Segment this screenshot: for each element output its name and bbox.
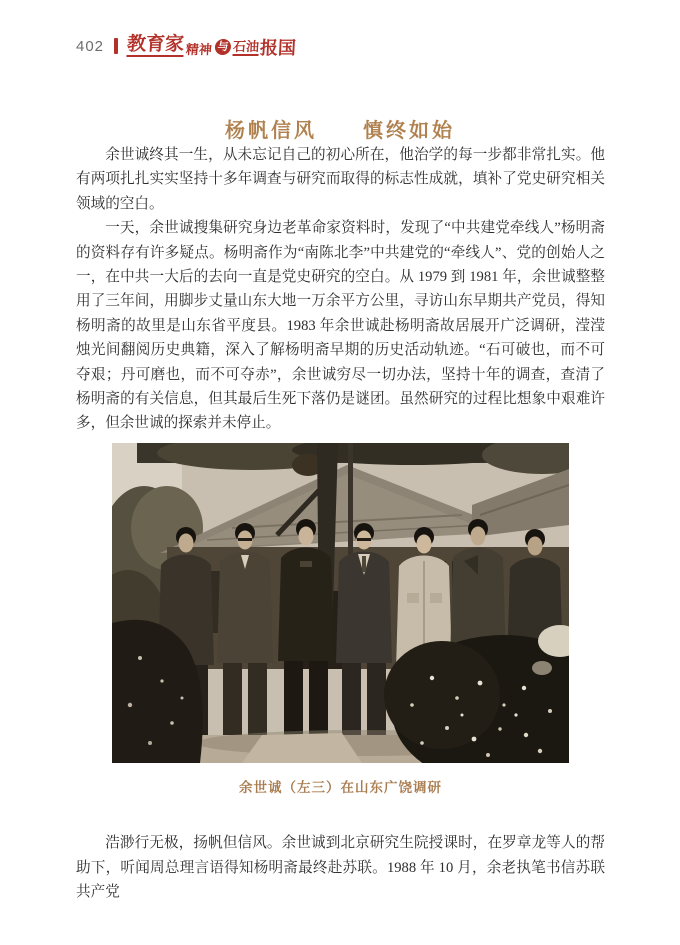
group-photo <box>112 443 569 763</box>
logo-text-petroleum: 石油 <box>232 39 260 54</box>
logo-circle-icon: 与 <box>215 39 232 55</box>
page-number: 402 <box>76 37 105 55</box>
paragraph-2: 一天，余世诚搜集研究身边老革命家资料时，发现了“中共建党牵线人”杨明斋的资料存有许多疑点。杨明斋作为“南陈北李”中共建党的“牵线人”、党的创始人之一，在中共一大后的去向一直是党史研究的空白。从 1979 到 1981 年，余世诚整整用了三年间，用脚步丈量山东大地一万余平方公里，寻访山东早期共产党员，得知杨明斋的故里是山东省平度县。1983 年余世诚赴杨明斋故居展开广泛调研，滢滢烛光间翻阅历史典籍，深入了解杨明斋早期的历史活动轨迹。“石可破也，而不可夺艰；丹可磨也，而不可夺赤”，余世诚穷尽一切办法，坚持十年的调查，查清了杨明斋的有关信息，但其最后生死下落仍是谜团。虽然研究的过程比想象中艰难许多，但余世诚的探索并未停止。 <box>76 220 605 432</box>
chapter-title: 杨帆信风 慎终如始 <box>225 120 455 143</box>
logo-text-educator: 教育家 <box>126 34 185 55</box>
photo-caption: 余世诚（左三）在山东广饶调研 <box>239 779 442 795</box>
paragraph-3: 浩渺行无极，扬帆但信风。余世诚到北京研究生院授课时，在罗章龙等人的帮助下，听闻周总理言语得知杨明斋最终赴苏联。1988 年 10 月，余老执笔书信苏联共产党 <box>76 835 605 901</box>
book-logo <box>126 35 296 57</box>
page-header <box>76 30 604 62</box>
header-divider-bar <box>114 38 118 54</box>
logo-text-spirit: 精神 <box>185 42 213 57</box>
paragraph-1: 余世诚终其一生，从未忘记自己的初心所在，他治学的每一步都非常扎实。他有两项扎扎实实坚持十多年调查与研究而取得的标志性成就，填补了党史研究相关领域的空白。 <box>76 147 605 212</box>
group-photo-image <box>112 443 569 763</box>
logo-text-country: 报国 <box>259 38 297 58</box>
body-content <box>76 143 605 905</box>
